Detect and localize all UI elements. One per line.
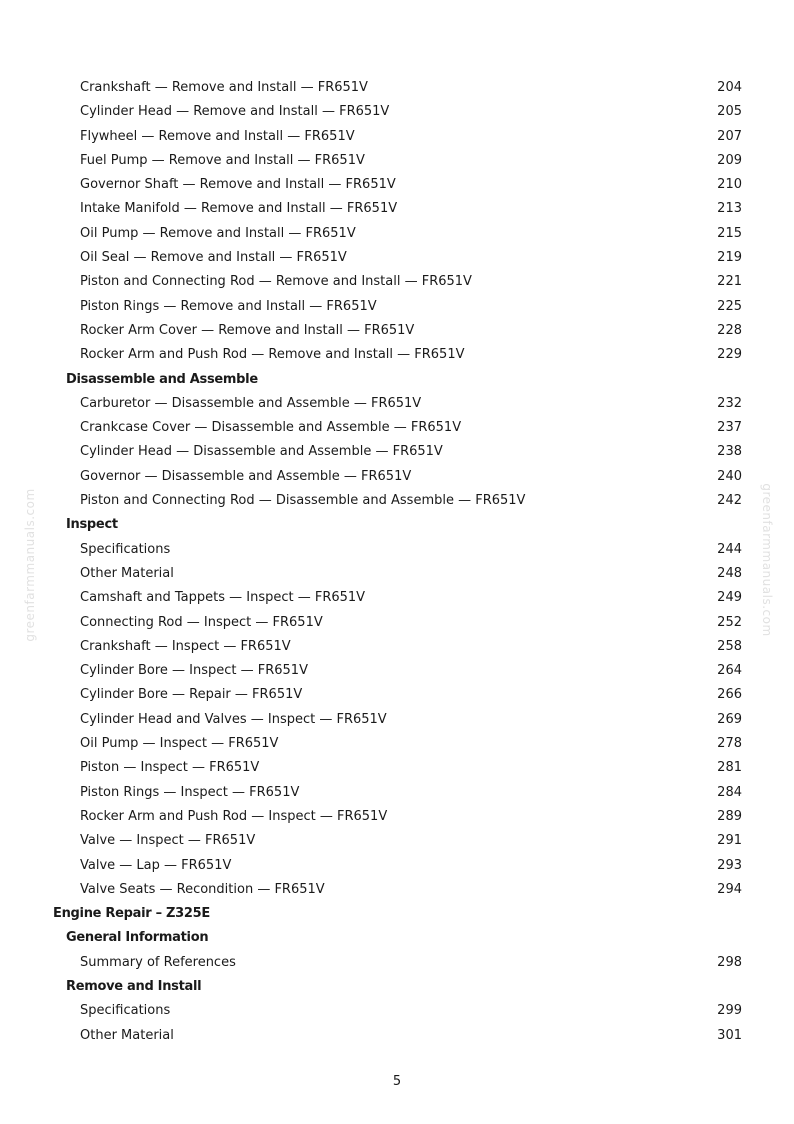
toc-section-heading [0,975,794,999]
toc-entry-page: 266 [717,687,742,703]
toc-entry-page: 204 [717,80,742,95]
toc-entry[interactable] [0,149,794,173]
toc-entry[interactable] [0,854,794,878]
toc-entry[interactable] [0,732,794,756]
toc-entry-title: Fuel Pump — Remove and Install — FR651V [80,152,365,168]
toc-entry[interactable] [0,683,794,707]
toc-entry-page: 299 [717,1003,742,1019]
toc-entry-page: 237 [717,420,742,436]
toc-entry-page: 210 [717,177,742,193]
watermark-left: greenfarmmanuals.com [23,488,37,642]
toc-entry-title: Valve — Inspect — FR651V [80,833,256,849]
toc-entry[interactable] [0,246,794,270]
toc-entry-title: Governor — Disassemble and Assemble — FR651V [80,468,412,484]
toc-entry-page: 252 [717,614,742,630]
toc-entry-title: Cylinder Bore — Repair — FR651V [80,687,303,703]
toc-entry-page: 248 [717,565,742,581]
toc-entry-title: Rocker Arm and Push Rod — Remove and Install — FR651V [80,347,465,363]
toc-section-heading [0,513,794,537]
toc-entry[interactable] [0,295,794,319]
watermark-right: greenfarmmanuals.com [760,483,774,637]
toc-entry-title: Piston Rings — Inspect — FR651V [80,784,300,800]
toc-entry[interactable] [0,125,794,149]
toc-entry-page: 258 [717,638,742,654]
page-number: 5 [392,1074,402,1089]
toc-entry[interactable] [0,465,794,489]
toc-entry[interactable] [0,392,794,416]
toc-entry-page: 229 [717,347,742,363]
toc-entry-page: 205 [717,104,742,120]
toc-entry[interactable] [0,659,794,683]
toc-entry-page: 298 [717,954,742,970]
toc-entry[interactable] [0,538,794,562]
toc-entry-title: Rocker Arm Cover — Remove and Install — FR651V [80,322,415,338]
toc-entry[interactable] [0,635,794,659]
toc-entry[interactable] [0,489,794,513]
toc-entry-page: 264 [717,663,742,679]
toc-entry-title: Piston and Connecting Rod — Disassemble and Assemble — FR651V [80,493,526,509]
toc-entry-title: Piston Rings — Remove and Install — FR651V [80,298,377,314]
toc-entry-title: Connecting Rod — Inspect — FR651V [80,614,323,630]
toc-entry[interactable] [0,951,794,975]
toc-entry-page: 213 [717,201,742,217]
toc-entry-page: 301 [717,1027,742,1043]
toc-entry-title: Inspect [66,517,118,533]
toc-entry-page: 289 [717,808,742,824]
toc-entry-title: Engine Repair – Z325E [53,906,210,922]
toc-entry-title: Valve Seats — Recondition — FR651V [80,881,325,897]
toc-entry-page: 244 [717,541,742,557]
toc-entry-title: Flywheel — Remove and Install — FR651V [80,128,355,144]
toc-entry-title: Other Material [80,1027,174,1043]
toc-entry-page: 228 [717,322,742,338]
toc-entry-title: Remove and Install [66,978,202,994]
toc-entry-page: 238 [717,444,742,460]
toc-entry[interactable] [0,781,794,805]
toc-entry-page: 207 [717,128,742,144]
toc-entry[interactable] [0,100,794,124]
toc-entry-page: 278 [717,736,742,752]
toc-entry-title: Cylinder Head and Valves — Inspect — FR651V [80,711,387,727]
toc-entry[interactable] [0,440,794,464]
toc-entry[interactable] [0,611,794,635]
toc-entry[interactable] [0,1024,794,1048]
toc-entry-page: 240 [717,468,742,484]
toc-entry-title: Intake Manifold — Remove and Install — FR651V [80,201,398,217]
toc-entry[interactable] [0,197,794,221]
toc-entry-title: Oil Pump — Inspect — FR651V [80,736,279,752]
toc-entry-title: Specifications [80,1003,171,1019]
toc-entry-title: Governor Shaft — Remove and Install — FR651V [80,177,396,193]
toc-entry-title: Oil Seal — Remove and Install — FR651V [80,250,347,266]
toc-entry[interactable] [0,270,794,294]
toc-entry-title: Camshaft and Tappets — Inspect — FR651V [80,590,366,606]
toc-entry[interactable] [0,416,794,440]
toc-section-heading [0,902,794,926]
toc-entry[interactable] [0,708,794,732]
toc-entry-title: Cylinder Head — Disassemble and Assemble — FR651V [80,444,443,460]
toc-entry-page: 209 [717,152,742,168]
toc-section-heading [0,926,794,950]
toc-entry[interactable] [0,222,794,246]
toc-entry[interactable] [0,756,794,780]
toc-entry-title: Crankshaft — Remove and Install — FR651V [80,80,368,95]
toc-entry-title: Crankshaft — Inspect — FR651V [80,638,291,654]
toc-entry[interactable] [0,805,794,829]
toc-entry-page: 221 [717,274,742,290]
toc-entry-title: General Information [66,930,209,946]
toc-entry-page: 242 [717,493,742,509]
toc-entry-page: 225 [717,298,742,314]
toc-entry-title: Piston and Connecting Rod — Remove and Install — FR651V [80,274,472,290]
toc-entry-title: Cylinder Bore — Inspect — FR651V [80,663,308,679]
toc-entry[interactable] [0,878,794,902]
toc-entry-page: 232 [717,395,742,411]
toc-entry[interactable] [0,999,794,1023]
toc-entry-page: 249 [717,590,742,606]
toc-entry-page: 281 [717,760,742,776]
toc-entry-title: Carburetor — Disassemble and Assemble — FR651V [80,395,422,411]
toc-entry[interactable] [0,829,794,853]
toc-entry-title: Disassemble and Assemble [66,371,258,387]
table-of-contents [0,76,794,1048]
toc-entry[interactable] [0,76,794,100]
toc-entry-title: Piston — Inspect — FR651V [80,760,260,776]
toc-entry[interactable] [0,586,794,610]
toc-entry-title: Valve — Lap — FR651V [80,857,232,873]
toc-entry-page: 215 [717,225,742,241]
toc-entry-title: Specifications [80,541,171,557]
toc-entry[interactable] [0,173,794,197]
toc-entry-title: Summary of References [80,954,236,970]
toc-entry-title: Rocker Arm and Push Rod — Inspect — FR651V [80,808,388,824]
toc-entry-title: Cylinder Head — Remove and Install — FR651V [80,104,390,120]
toc-entry-title: Crankcase Cover — Disassemble and Assemble — FR651V [80,420,462,436]
toc-entry-title: Oil Pump — Remove and Install — FR651V [80,225,356,241]
toc-entry-page: 294 [717,881,742,897]
toc-section-heading [0,368,794,392]
toc-entry-page: 219 [717,250,742,266]
toc-entry-page: 284 [717,784,742,800]
toc-entry-page: 269 [717,711,742,727]
toc-entry[interactable] [0,343,794,367]
toc-entry[interactable] [0,562,794,586]
toc-entry-page: 293 [717,857,742,873]
toc-entry-page: 291 [717,833,742,849]
toc-entry-title: Other Material [80,565,174,581]
toc-entry[interactable] [0,319,794,343]
